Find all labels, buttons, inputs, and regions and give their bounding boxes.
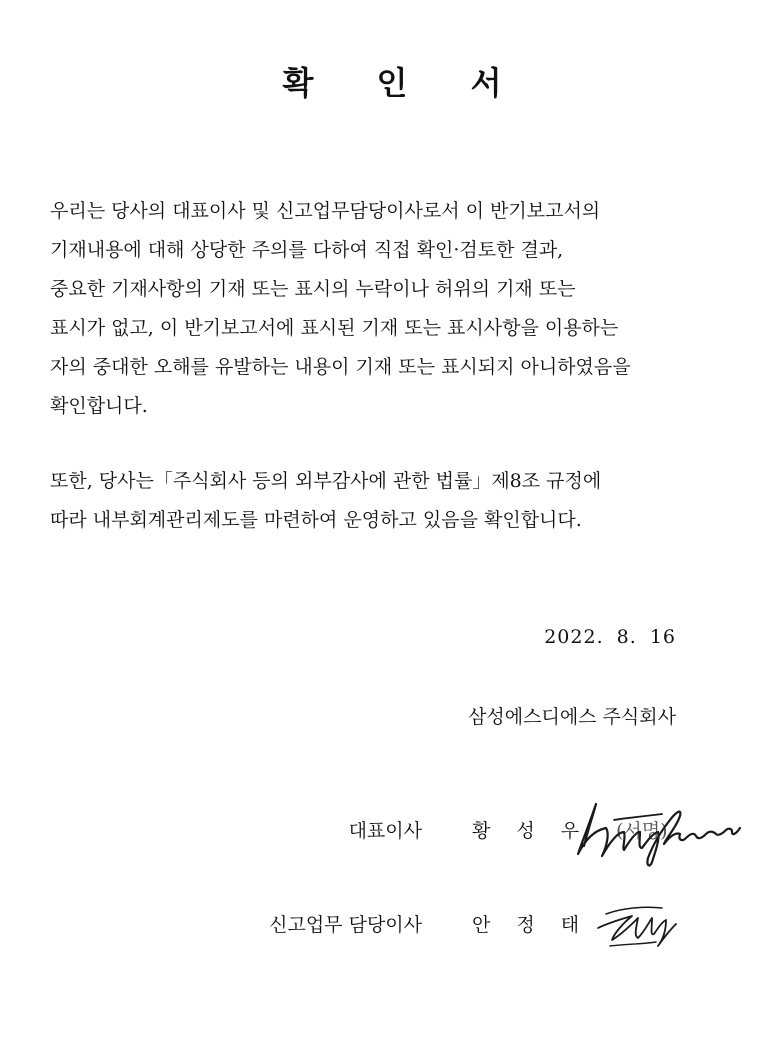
signer-role: 신고업무 담당이사 bbox=[269, 914, 422, 936]
ceo-signature-image bbox=[566, 790, 746, 870]
signer-name: 안 정 태 bbox=[472, 914, 590, 936]
paragraph-line: 표시가 없고, 이 반기보고서에 표시된 기재 또는 표시사항을 이용하는 bbox=[50, 317, 619, 339]
paragraph-line: 중요한 기재사항의 기재 또는 표시의 누락이나 허위의 기재 또는 bbox=[50, 278, 576, 300]
seal-label: (서명) bbox=[616, 820, 668, 842]
paragraph-line: 또한, 당사는「주식회사 등의 외부감사에 관한 법률」제8조 규정에 bbox=[50, 470, 602, 492]
paragraph-line: 자의 중대한 오해를 유발하는 내용이 기재 또는 표시되지 아니하였음을 bbox=[50, 356, 631, 378]
confirmation-paragraph bbox=[50, 192, 690, 426]
company-name: 삼성에스디에스 주식회사 bbox=[468, 706, 676, 728]
paragraph-line: 우리는 당사의 대표이사 및 신고업무담당이사로서 이 반기보고서의 bbox=[50, 200, 601, 222]
signer-role: 대표이사 bbox=[348, 820, 422, 842]
internal-control-paragraph bbox=[50, 462, 690, 540]
disclosure-officer-signature-image bbox=[592, 894, 682, 954]
document-date: 2022. 8. 16 bbox=[544, 626, 676, 648]
paragraph-line: 확인합니다. bbox=[50, 395, 148, 417]
paragraph-line: 기재내용에 대해 상당한 주의를 다하여 직접 확인·검토한 결과, bbox=[50, 239, 564, 261]
paragraph-line: 따라 내부회계관리제도를 마련하여 운영하고 있음을 확인합니다. bbox=[50, 509, 582, 531]
signer-name: 황 성 우 bbox=[472, 820, 590, 842]
document-title: 확 인 서 bbox=[282, 64, 528, 102]
